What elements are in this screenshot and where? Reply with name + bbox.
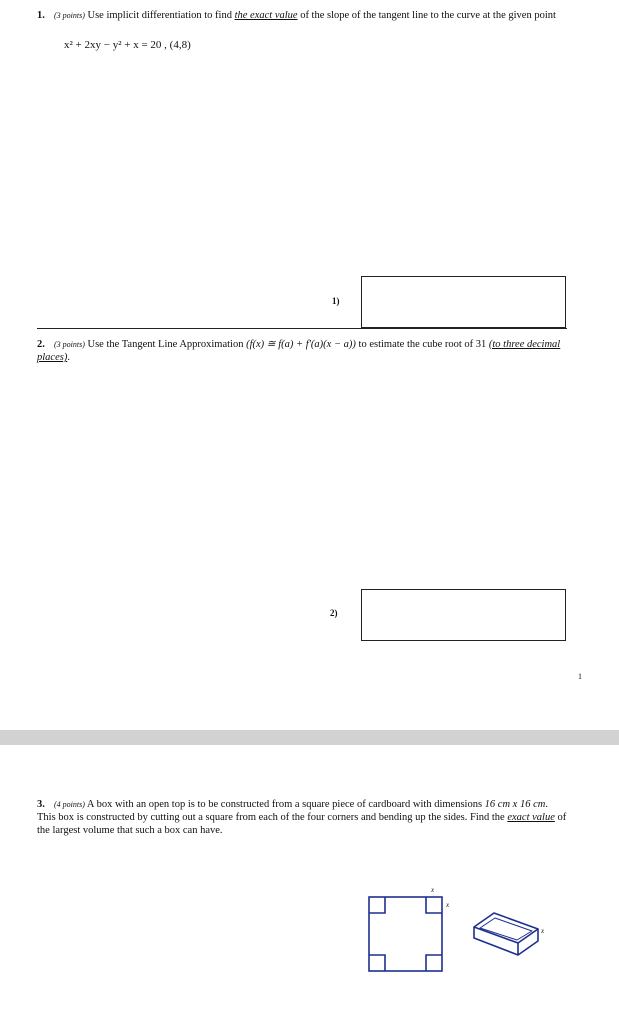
question-2-number: 2. [37, 339, 45, 350]
question-3-text-a: A box with an open top is to be constructed from a square piece of cardboard with dimensions [84, 799, 485, 810]
page-separator [0, 730, 619, 745]
question-3-number: 3. [37, 799, 45, 810]
box-height-label: x [541, 927, 545, 935]
question-3-points: (4 points) [54, 800, 85, 809]
question-2-text-c: . [67, 352, 70, 363]
question-1-points: (3 points) [54, 11, 85, 20]
answer-1-box[interactable] [361, 276, 566, 328]
question-3-text-b: . This box is constructed by cutting out a square from each of the four corners and bending up the sides. Find the [37, 799, 548, 823]
question-1 [37, 9, 585, 22]
question-2-points: (3 points) [54, 340, 85, 349]
question-2-emphasis: (to three decimal places) [37, 339, 561, 363]
divider-line [37, 328, 567, 329]
question-3 [37, 798, 567, 837]
page-number: 1 [578, 672, 582, 681]
question-2-text-a: Use the Tangent Line Approximation [84, 339, 247, 350]
question-3-text-c: of the largest volume that such a box can have. [37, 812, 567, 836]
cardboard-outline [369, 897, 442, 971]
box-inner-rim [480, 918, 532, 940]
open-box-figure [470, 905, 560, 975]
corner-cut-bottom-left [369, 955, 385, 971]
answer-2-label: 2) [330, 608, 338, 618]
cardboard-figure [360, 875, 470, 975]
question-1-equation: x² + 2xy − y² + x = 20 , (4,8) [64, 39, 191, 51]
question-2-formula: (f(x) ≅ f(a) + f′(a)(x − a)) [246, 339, 356, 350]
question-2-text-b: to estimate the cube root of 31 [355, 339, 489, 350]
answer-2-box[interactable] [361, 589, 566, 641]
question-1-emphasis: the exact value [234, 10, 298, 21]
corner-cut-top-right [426, 897, 442, 913]
question-1-number: 1. [37, 10, 45, 21]
question-2 [37, 338, 585, 364]
question-1-text-a: Use implicit differentiation to find [84, 10, 235, 21]
page-2 [0, 745, 619, 1024]
question-3-dimensions: 16 cm x 16 cm [484, 799, 546, 810]
cut-size-label-side: x [446, 901, 450, 909]
question-1-text-b: of the slope of the tangent line to the curve at the given point [297, 10, 556, 21]
answer-1-label: 1) [332, 296, 340, 306]
corner-cut-top-left [369, 897, 385, 913]
question-3-emphasis: exact value [507, 812, 555, 823]
cut-size-label-top: x [431, 886, 435, 894]
corner-cut-bottom-right [426, 955, 442, 971]
box-top-rim [474, 913, 538, 943]
